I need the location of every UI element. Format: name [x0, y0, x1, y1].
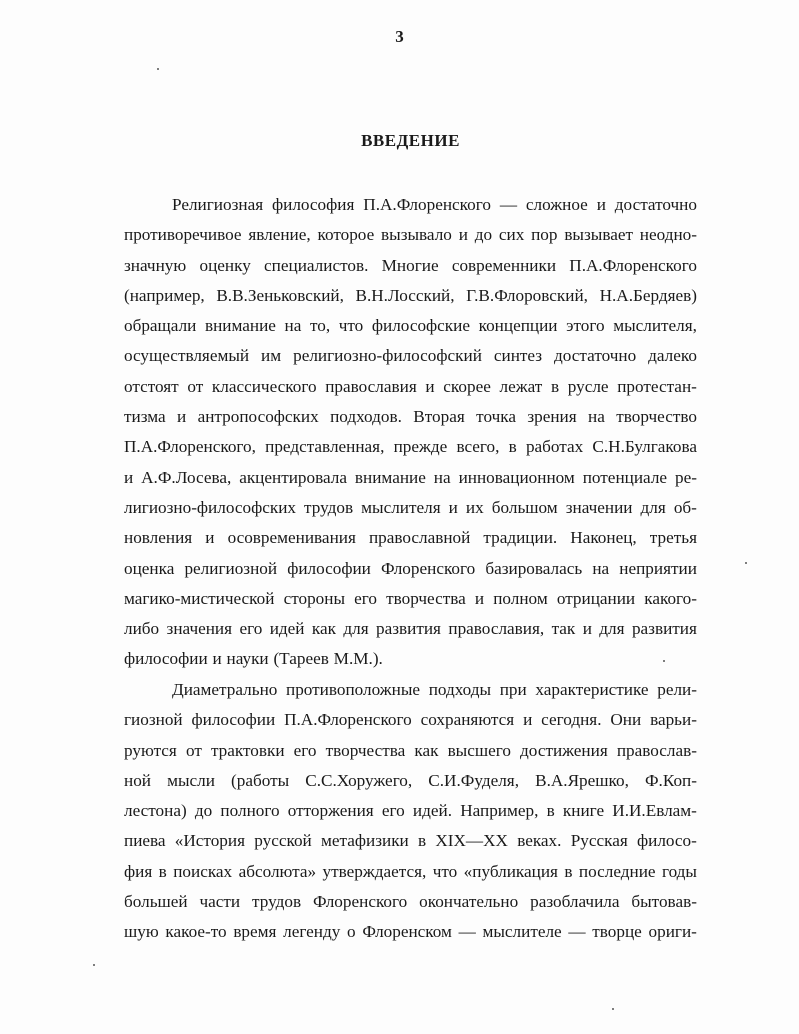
text-line — [124, 736, 697, 766]
word: П.А.Флоренского, — [124, 437, 256, 457]
word: подходов. — [330, 407, 402, 427]
word: филосо- — [637, 831, 697, 851]
word: характеристике — [535, 680, 649, 699]
word: А.Ф.Лосева, — [141, 467, 232, 487]
word: в — [158, 861, 167, 881]
word: Флоренского — [313, 892, 408, 912]
word: философии — [124, 649, 208, 669]
word: его — [239, 619, 263, 639]
word: В.Н.Лосский, — [355, 285, 455, 305]
word: время — [233, 922, 277, 942]
word: оценка — [124, 558, 175, 578]
text-line — [124, 281, 697, 311]
word: сложное — [525, 195, 588, 214]
text-line — [124, 705, 697, 735]
word: неприятии — [619, 558, 697, 578]
word: внимание — [354, 467, 426, 487]
word: этого — [566, 316, 605, 336]
text-line — [124, 251, 697, 281]
text-line — [124, 887, 697, 917]
word: зрения — [527, 407, 577, 427]
word: творце — [592, 922, 642, 942]
word: специалистов. — [264, 255, 369, 275]
word: С.Н.Булгакова — [592, 437, 697, 457]
word: идей — [269, 619, 305, 639]
word: стороны — [283, 588, 346, 608]
word: Диаметрально — [172, 680, 278, 699]
word: — — [499, 195, 518, 214]
word: православия, — [448, 619, 545, 639]
text-line — [124, 523, 697, 553]
word: русле — [567, 376, 609, 396]
word: современники — [451, 255, 557, 275]
word: магико-мистической — [124, 588, 275, 608]
word: М.М.). — [333, 649, 383, 669]
word: базировалась — [485, 558, 583, 578]
word: что — [338, 316, 364, 336]
word: потенциале — [582, 467, 668, 487]
text-line — [124, 857, 697, 887]
word: его — [354, 588, 377, 608]
word: метафизики — [321, 831, 409, 851]
word: как — [414, 740, 439, 760]
word: всего, — [456, 437, 500, 457]
word: осовременивания — [227, 528, 356, 548]
word: в — [564, 861, 573, 881]
word: пор — [531, 225, 558, 245]
text-line — [124, 493, 697, 523]
word: антропософских — [197, 407, 319, 427]
word: бытовав- — [631, 892, 697, 912]
word: П.А.Флоренского — [284, 710, 412, 730]
word: либо — [124, 619, 160, 639]
word: для — [343, 619, 369, 639]
word: тизма — [124, 407, 166, 427]
word: окончательно — [419, 892, 519, 912]
word: творчества — [386, 588, 466, 608]
scan-speck — [745, 562, 747, 564]
word: философии — [191, 710, 276, 730]
word: представленная, — [265, 437, 385, 457]
word: какого- — [644, 588, 697, 608]
word: разоблачила — [530, 892, 620, 912]
word: от — [187, 376, 204, 396]
paragraph-2 — [124, 675, 697, 948]
word: значения — [166, 619, 233, 639]
word: трудов — [304, 497, 354, 517]
word: протестан- — [617, 376, 697, 396]
word: веках. — [517, 831, 562, 851]
word: его — [381, 801, 405, 821]
word: синтез — [493, 346, 543, 366]
paragraph-1 — [124, 190, 697, 675]
word: (работы — [231, 770, 290, 790]
word: на — [284, 316, 302, 336]
word: до — [194, 801, 213, 821]
text-line — [124, 402, 697, 432]
word: развития — [631, 619, 697, 639]
word: достаточно — [554, 346, 637, 366]
word: и — [458, 225, 468, 245]
text-line — [124, 644, 697, 674]
word: о — [347, 922, 356, 942]
word: последние — [578, 861, 656, 881]
word: традиции. — [483, 528, 558, 548]
word: философия — [272, 195, 355, 214]
word: при — [499, 680, 527, 699]
word: до — [474, 225, 493, 245]
word: — — [458, 922, 476, 942]
word: легенду — [283, 922, 341, 942]
word: полного — [220, 801, 280, 821]
word: пиева — [124, 831, 166, 851]
word: третья — [649, 528, 697, 548]
word: фия — [124, 861, 153, 881]
word: развития — [376, 619, 441, 639]
word: и — [425, 376, 435, 396]
page-number: 3 — [395, 27, 404, 46]
word: В.А.Ярешко, — [535, 770, 629, 790]
word: ре- — [674, 467, 697, 487]
word: XIX—XX — [435, 831, 508, 851]
text-line — [124, 675, 697, 705]
text-line — [124, 190, 697, 220]
word: Г.В.Флоровский, — [466, 285, 588, 305]
text-line — [124, 372, 697, 402]
word: трудов — [252, 892, 302, 912]
word: И.И.Евлам- — [612, 801, 697, 821]
word: точка — [476, 407, 516, 427]
text-line — [124, 796, 697, 826]
word: Русская — [570, 831, 628, 851]
word: лигиозно-философских — [124, 497, 296, 517]
word: отторжения — [287, 801, 374, 821]
word: лестона) — [124, 801, 187, 821]
word: руются — [124, 740, 177, 760]
word: акцентировала — [239, 467, 347, 487]
word: «История — [174, 831, 246, 851]
word: «публикация — [463, 861, 558, 881]
word: и — [212, 649, 222, 669]
word: православия — [325, 376, 417, 396]
word: творчества — [325, 740, 406, 760]
word: от — [185, 740, 202, 760]
word: полном — [493, 588, 548, 608]
word: религиозно-философский — [293, 346, 482, 366]
word: П.А.Флоренского — [363, 195, 491, 214]
word: значную — [124, 255, 187, 275]
word: на — [588, 407, 605, 427]
word: в — [546, 801, 555, 821]
word: лежат — [499, 376, 543, 396]
word: и — [448, 497, 458, 517]
word: противоположные — [286, 680, 421, 699]
word: Флоренского — [381, 558, 476, 578]
word: (Тареев — [273, 649, 329, 669]
text-line — [124, 766, 697, 796]
word: достаточно — [614, 195, 697, 214]
word: — — [568, 922, 586, 942]
word: неодно- — [639, 225, 697, 245]
word: для — [640, 497, 666, 517]
word: работах — [525, 437, 584, 457]
word: Религиозная — [172, 195, 264, 214]
text-line — [124, 463, 697, 493]
word: утверждается, — [322, 861, 427, 881]
word: годы — [661, 861, 697, 881]
word: его — [293, 740, 317, 760]
word: рели- — [657, 680, 697, 699]
word: С.И.Фуделя, — [428, 770, 520, 790]
word: в — [508, 437, 517, 457]
word: и — [474, 588, 485, 608]
text-line — [124, 917, 697, 947]
word: религиозной — [184, 558, 278, 578]
word: сегодня. — [541, 710, 602, 730]
word: творчество — [616, 407, 697, 427]
text-line — [124, 311, 697, 341]
word: вызывало — [381, 225, 452, 245]
scan-speck — [612, 1008, 614, 1010]
word: большей — [124, 892, 188, 912]
word: для — [599, 619, 625, 639]
word: науки — [226, 649, 269, 669]
word: так — [551, 619, 576, 639]
word: православ- — [616, 740, 697, 760]
word: вызывает — [564, 225, 633, 245]
text-line — [124, 554, 697, 584]
word: концепции — [478, 316, 558, 336]
word: об- — [673, 497, 697, 517]
word: Ф.Коп- — [644, 770, 697, 790]
word: большом — [491, 497, 558, 517]
text-line — [124, 826, 697, 856]
word: явление, — [248, 225, 311, 245]
word: что — [432, 861, 458, 881]
text-line — [124, 614, 697, 644]
word: православной — [368, 528, 471, 548]
word: Например, — [460, 801, 539, 821]
word: классического — [211, 376, 317, 396]
word: Они — [610, 710, 642, 730]
word: варьи- — [650, 710, 697, 730]
word: мыслителя — [361, 497, 441, 517]
word: шую — [124, 922, 159, 942]
word: им — [261, 346, 282, 366]
word: достижения — [520, 740, 608, 760]
word: ной — [124, 770, 151, 790]
word: Н.А.Бердяев) — [599, 285, 697, 305]
word: отрицании — [556, 588, 636, 608]
word: ориги- — [648, 922, 697, 942]
scan-speck — [93, 964, 95, 966]
word: абсолюта» — [238, 861, 317, 881]
word: мысли — [167, 770, 215, 790]
text-line — [124, 432, 697, 462]
scan-speck — [663, 660, 665, 662]
word: какое-то — [165, 922, 227, 942]
word: философии — [287, 558, 371, 578]
word: то, — [309, 316, 331, 336]
word: и — [124, 467, 134, 487]
scan-speck — [157, 68, 159, 70]
word: внимание — [204, 316, 276, 336]
word: противоречивое — [124, 225, 242, 245]
word: мыслителя, — [613, 316, 697, 336]
word: (например, — [124, 285, 205, 305]
word: обращали — [124, 316, 197, 336]
word: книге — [562, 801, 605, 821]
word: значении — [565, 497, 633, 517]
word: В.В.Зеньковский, — [216, 285, 344, 305]
word: осуществляемый — [124, 346, 250, 366]
word: на — [592, 558, 610, 578]
word: которое — [317, 225, 375, 245]
word: трактовки — [210, 740, 285, 760]
word: русской — [254, 831, 312, 851]
word: Флоренском — [362, 922, 452, 942]
word: и — [177, 407, 187, 427]
word: высшего — [447, 740, 511, 760]
word: Наконец, — [570, 528, 637, 548]
text-line — [124, 584, 697, 614]
word: мыслителе — [482, 922, 562, 942]
word: и — [596, 195, 606, 214]
word: оценку — [199, 255, 251, 275]
text-line — [124, 220, 697, 250]
word: Вторая — [413, 407, 465, 427]
word: на — [433, 467, 451, 487]
word: Многие — [381, 255, 439, 275]
word: части — [199, 892, 241, 912]
word: С.С.Хоружего, — [305, 770, 413, 790]
word: инновационном — [458, 467, 575, 487]
word: отстоят — [124, 376, 179, 396]
word: сохраняются — [420, 710, 515, 730]
word: и — [205, 528, 215, 548]
word: прежде — [393, 437, 448, 457]
word: гиозной — [124, 710, 183, 730]
word: П.А.Флоренского — [569, 255, 697, 275]
word: идей. — [412, 801, 452, 821]
word: новления — [124, 528, 193, 548]
word: сих — [498, 225, 525, 245]
word: далеко — [648, 346, 697, 366]
word: поисках — [173, 861, 233, 881]
word: в — [418, 831, 427, 851]
word: философские — [371, 316, 470, 336]
word: подходы — [428, 680, 492, 699]
section-heading: ВВЕДЕНИЕ — [361, 131, 460, 150]
word: их — [465, 497, 484, 517]
word: и — [523, 710, 533, 730]
text-line — [124, 341, 697, 371]
word: скорее — [443, 376, 491, 396]
word: в — [550, 376, 560, 396]
word: и — [582, 619, 592, 639]
word: как — [311, 619, 336, 639]
